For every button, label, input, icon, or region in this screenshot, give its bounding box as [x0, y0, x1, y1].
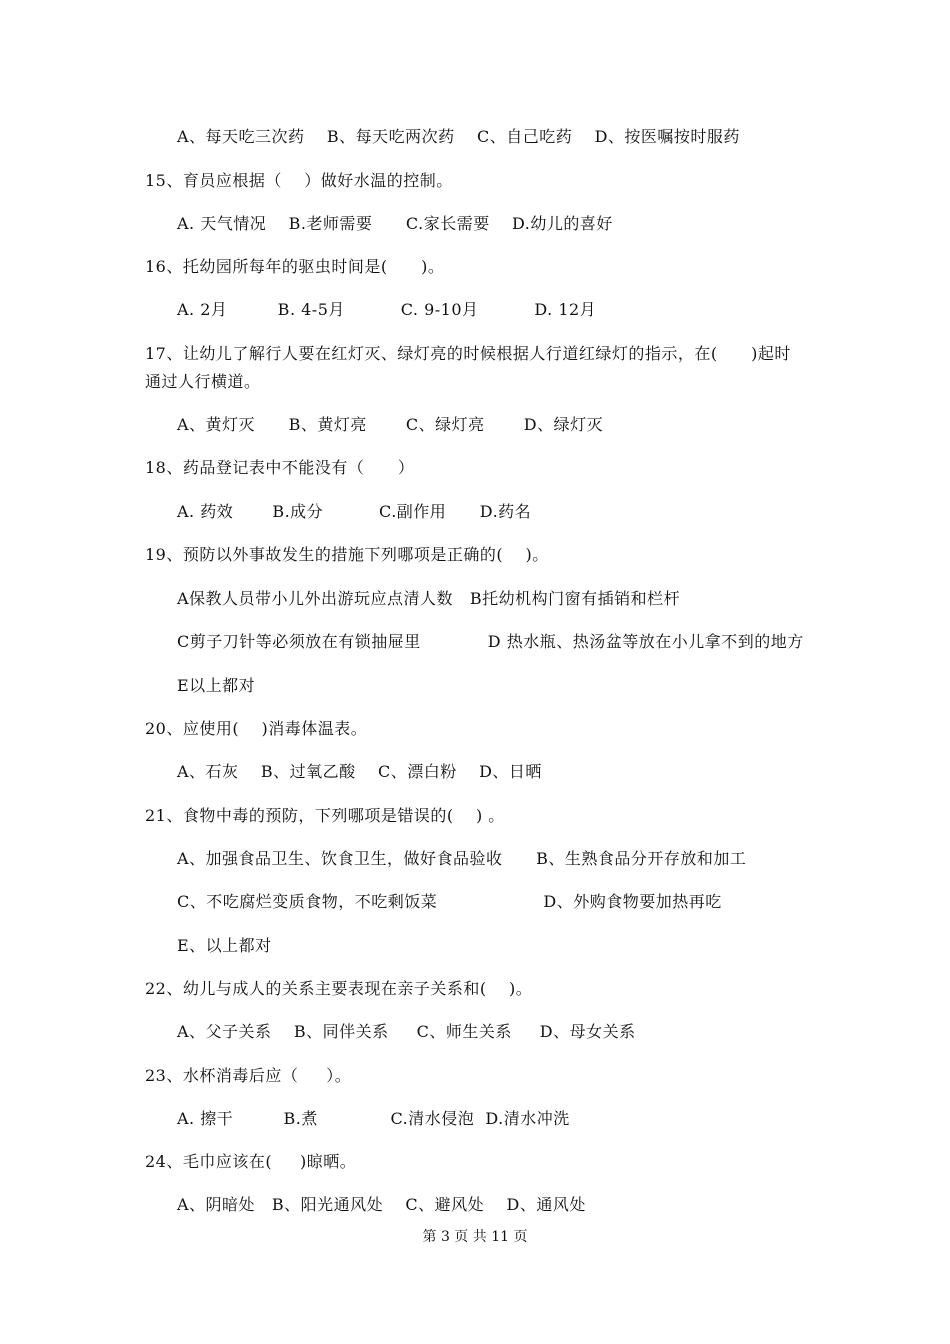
option-line-q24: A、阴暗处 B、阳光通风处 C、避风处 D、通风处 [177, 1195, 586, 1214]
option-line-q15: A. 天气情况 B.老师需要 C.家长需要 D.幼儿的喜好 [177, 214, 613, 233]
question-22: 22、幼儿与成人的关系主要表现在亲子关系和( )。 [145, 979, 533, 998]
option-line-q16: A. 2月 B. 4-5月 C. 9-10月 D. 12月 [177, 300, 597, 319]
question-15: 15、育员应根据（ ）做好水温的控制。 [145, 171, 453, 190]
option-line-q21-cd: C、不吃腐烂变质食物，不吃剩饭菜 D、外购食物要加热再吃 [177, 892, 722, 911]
option-line-q14: A、每天吃三次药 B、每天吃两次药 C、自己吃药 D、按医嘱按时服药 [177, 127, 740, 146]
option-line-q19-e: E以上都对 [177, 676, 256, 695]
question-24: 24、毛巾应该在( )晾晒。 [145, 1152, 357, 1171]
option-line-q19-cd: C剪子刀针等必须放在有锁抽屉里 D 热水瓶、热汤盆等放在小儿拿不到的地方 [177, 632, 804, 651]
question-18: 18、药品登记表中不能没有（ ） [145, 458, 415, 477]
option-line-q19-ab: A保教人员带小儿外出游玩应点清人数 B托幼机构门窗有插销和栏杆 [177, 589, 681, 608]
option-line-q22: A、父子关系 B、同伴关系 C、师生关系 D、母女关系 [177, 1022, 636, 1041]
question-16: 16、托幼园所每年的驱虫时间是( )。 [145, 257, 445, 276]
option-line-q17: A、黄灯灭 B、黄灯亮 C、绿灯亮 D、绿灯灭 [177, 415, 604, 434]
page-number-footer: 第 3 页 共 11 页 [422, 1229, 528, 1245]
question-19: 19、预防以外事故发生的措施下列哪项是正确的( )。 [145, 545, 549, 564]
question-23: 23、水杯消毒后应（ ）。 [145, 1066, 352, 1085]
option-line-q21-e: E、以上都对 [177, 936, 272, 955]
question-17-continued: 通过人行横道。 [145, 372, 261, 391]
option-line-q20: A、石灰 B、过氧乙酸 C、漂白粉 D、日晒 [177, 762, 542, 781]
option-line-q18: A. 药效 B.成分 C.副作用 D.药名 [177, 502, 532, 521]
option-line-q21-ab: A、加强食品卫生、饮食卫生，做好食品验收 B、生熟食品分开存放和加工 [177, 849, 747, 868]
option-line-q23: A. 擦干 B.煮 C.清水侵泡 D.清水冲洗 [177, 1109, 570, 1128]
question-21: 21、食物中毒的预防，下列哪项是错误的( ) 。 [145, 806, 505, 825]
question-17: 17、让幼儿了解行人要在红灯灭、绿灯亮的时候根据人行道红绿灯的指示，在( )起时 [145, 344, 791, 363]
question-20: 20、应使用( )消毒体温表。 [145, 719, 368, 738]
